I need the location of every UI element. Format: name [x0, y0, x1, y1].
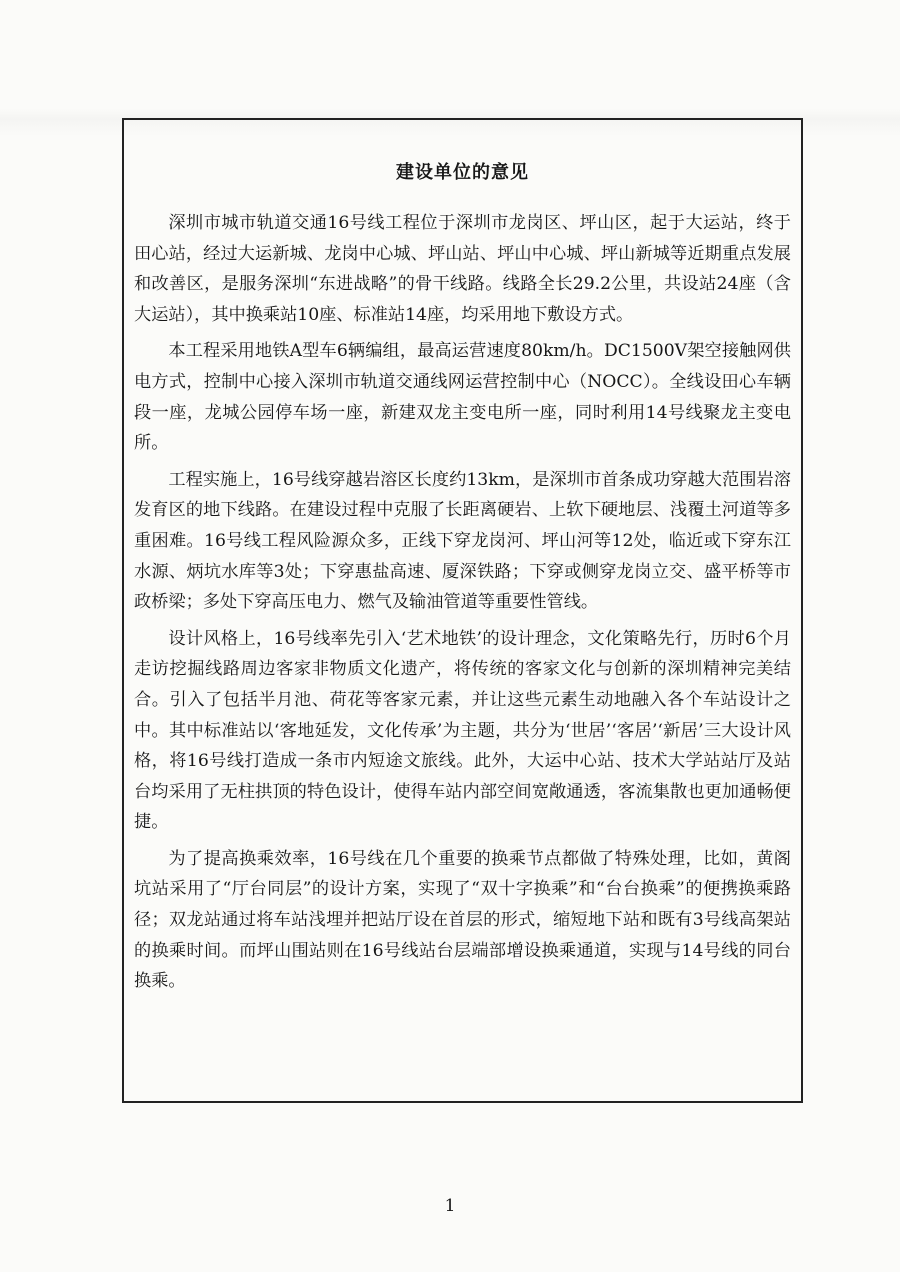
page-number: 1: [444, 1196, 456, 1216]
opinion-box: [122, 118, 803, 1103]
paragraph-vehicles-power: 本工程采用地铁A型车6辆编组，最高运营速度80km/h。DC1500V架空接触网供电方式，控制中心接入深圳市轨道交通线网运营控制中心（NOCC）。全线设田心车辆段一座，龙城公园停车场一座，新建双龙主变电所一座，同时利用14号线聚龙主变电所。: [134, 341, 791, 454]
page-title: 建设单位的意见: [396, 162, 529, 183]
document-body: [134, 208, 791, 1003]
paragraph-project-overview: 深圳市城市轨道交通16号线工程位于深圳市龙岗区、坪山区，起于大运站，终于田心站，经过大运新城、龙岗中心城、坪山站、坪山中心城、坪山新城等近期重点发展和改善区，是服务深圳“东进战略”的骨干线路。线路全长29.2公里，共设站24座（含大运站），其中换乘站10座、标准站14座，均采用地下敷设方式。: [134, 213, 791, 325]
paragraph-design-style: 设计风格上，16号线率先引入‘艺术地铁’的设计理念，文化策略先行，历时6个月走访挖掘线路周边客家非物质文化遗产，将传统的客家文化与创新的深圳精神完美结合。引入了包括半月池、荷花等客家元素，并让这些元素生动地融入各个车站设计之中。其中标准站以‘客地延发，文化传承’为主题，共分为‘世居’‘客居’‘新居’三大设计风格，将16号线打造成一条市内短途文旅线。此外，大运中心站、技术大学站站厅及站台均采用了无柱拱顶的特色设计，使得车站内部空间宽敞通透，客流集散也更加通畅便捷。: [134, 628, 791, 833]
paragraph-construction: 工程实施上，16号线穿越岩溶区长度约13km，是深圳市首条成功穿越大范围岩溶发育区的地下线路。在建设过程中克服了长距离硬岩、上软下硬地层、浅覆土河道等多重困难。16号线工程风险源众多，正线下穿龙岗河、坪山河等12处，临近或下穿东江水源、炳坑水库等3处；下穿惠盐高速、厦深铁路；下穿或侧穿龙岗立交、盛平桥等市政桥梁；多处下穿高压电力、燃气及输油管道等重要性管线。: [134, 469, 791, 613]
paragraph-transfer: 为了提高换乘效率，16号线在几个重要的换乘节点都做了特殊处理，比如，黄阁坑站采用了“厅台同层”的设计方案，实现了“双十字换乘”和“台台换乘”的便携换乘路径；双龙站通过将车站浅埋并把站厅设在首层的形式，缩短地下站和既有3号线高架站的换乘时间。而坪山围站则在16号线站台层端部增设换乘通道，实现与14号线的同台换乘。: [134, 848, 791, 992]
